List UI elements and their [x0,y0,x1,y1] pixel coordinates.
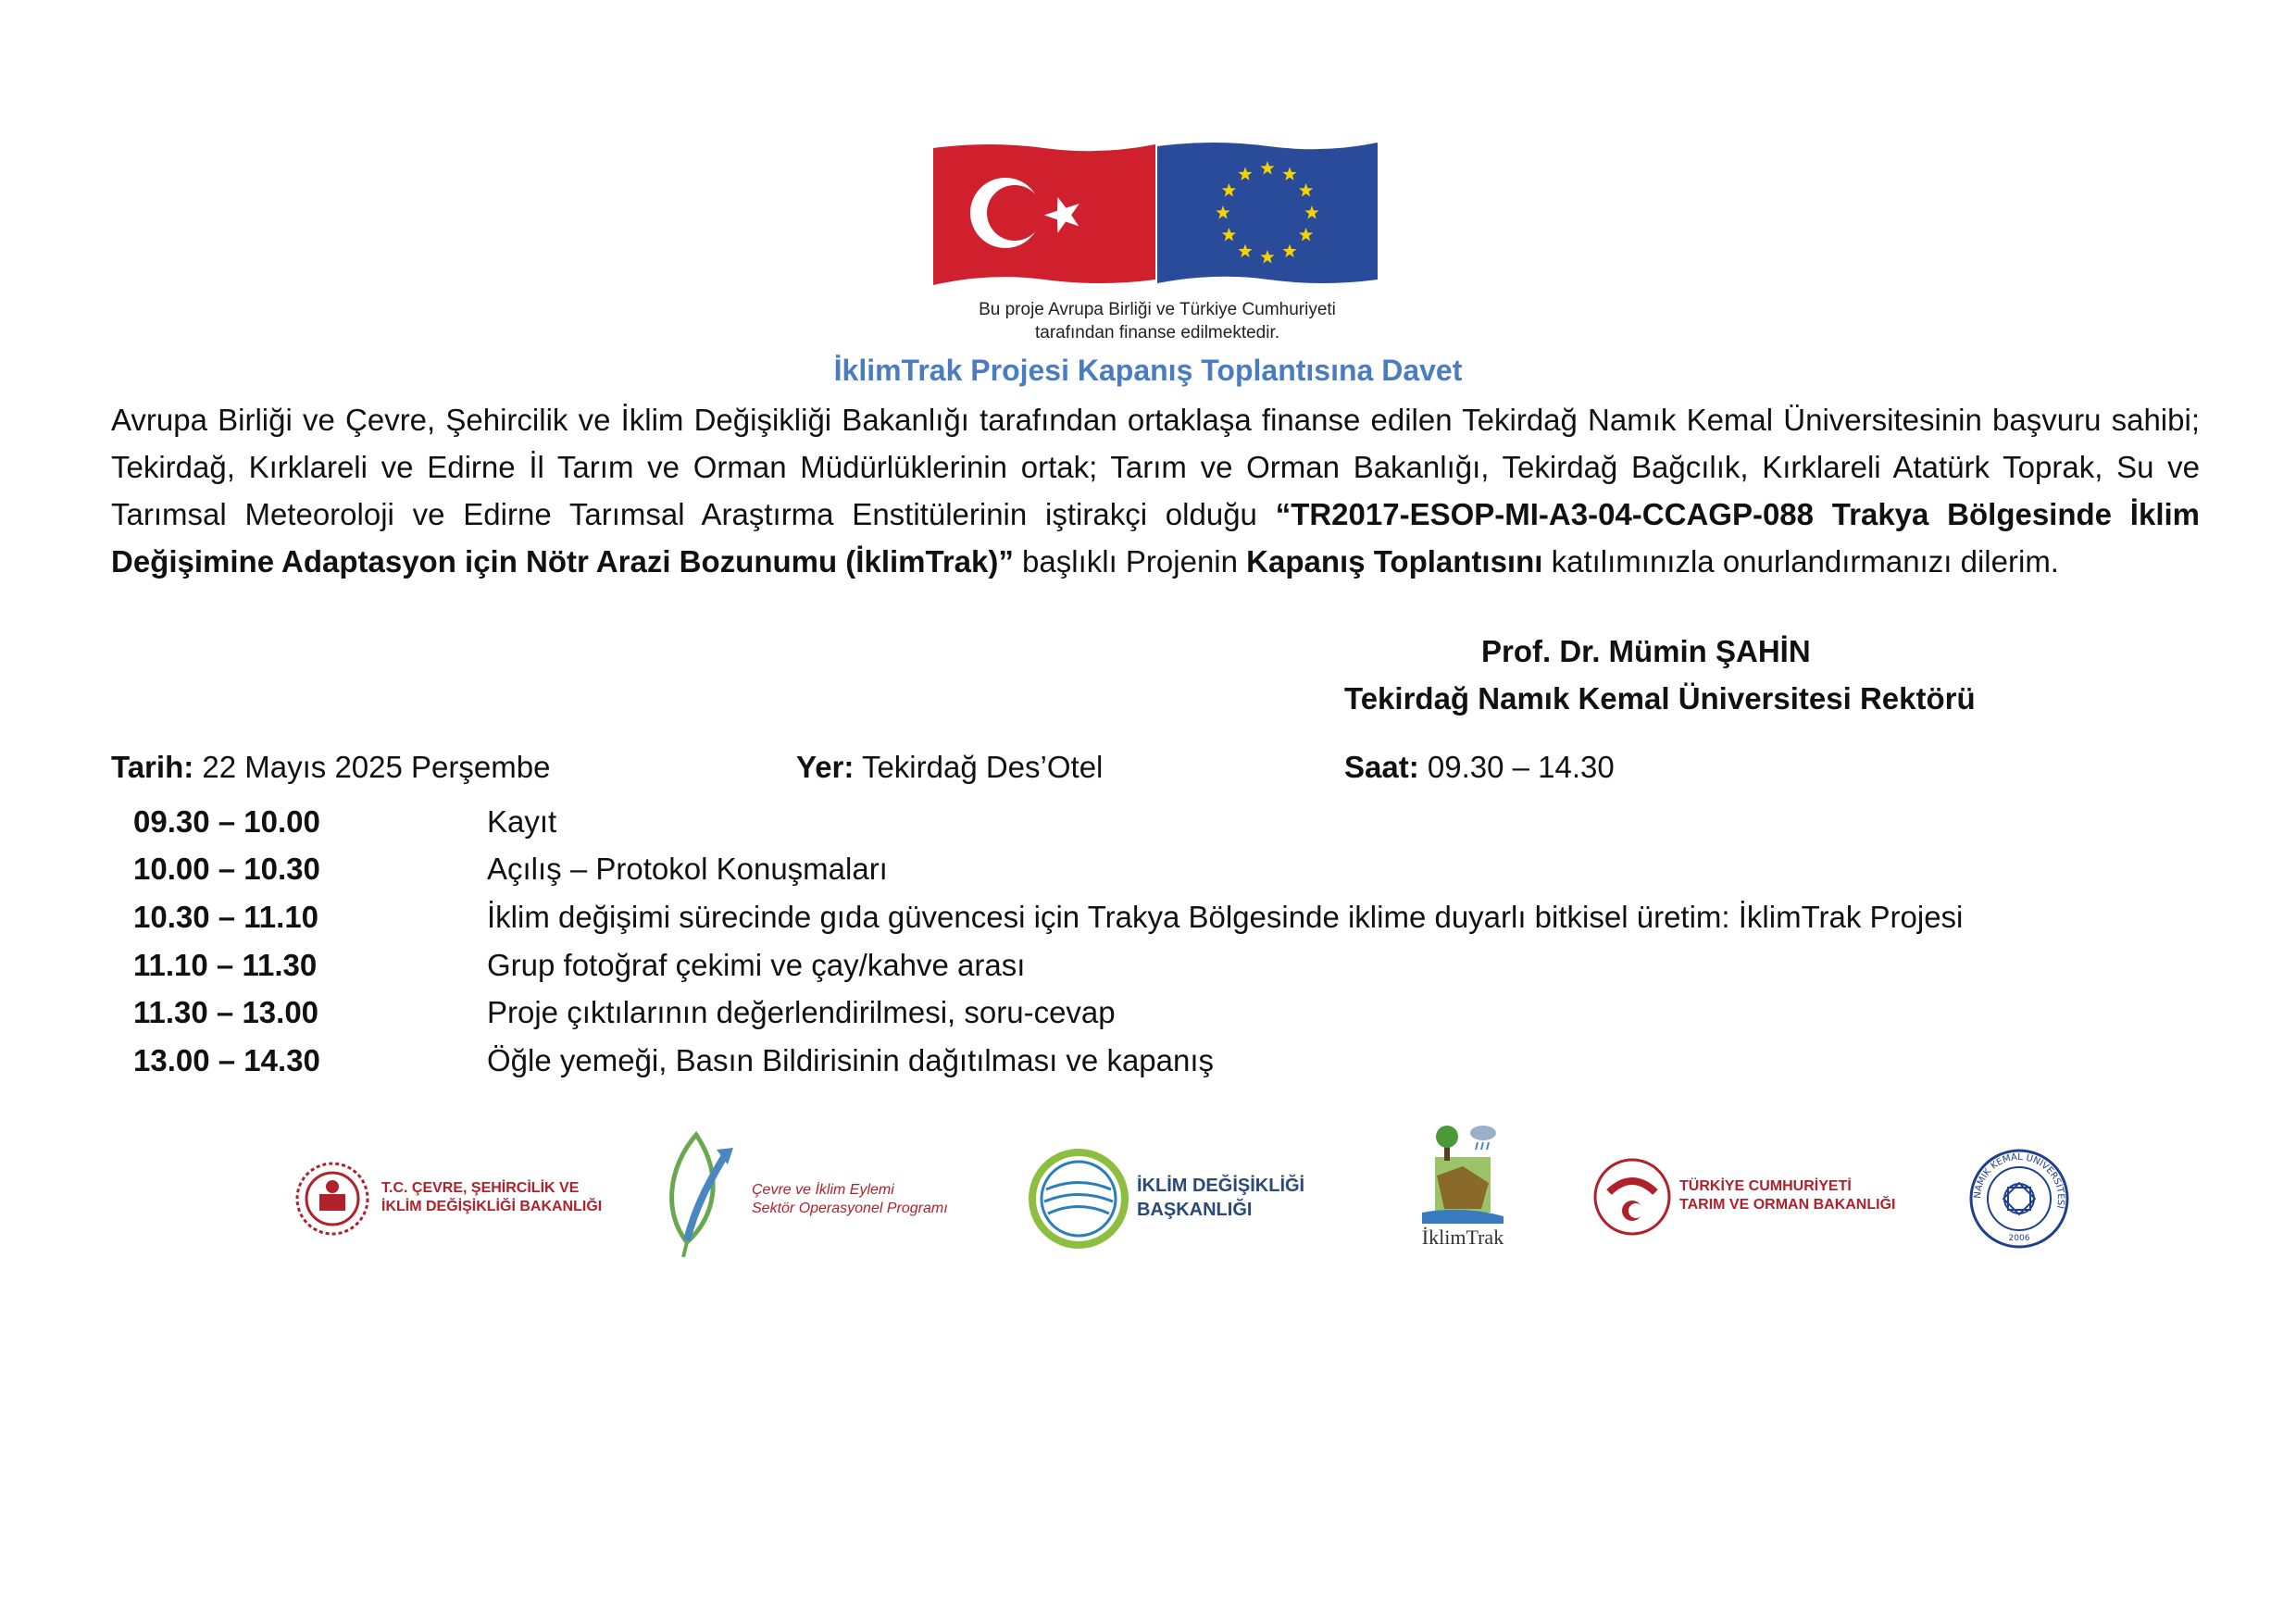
event-date [111,750,550,785]
schedule-desc: Proje çıktılarının değerlendirilmesi, soru-cevap [487,995,1116,1030]
signature-title: Tekirdağ Namık Kemal Üniversitesi Rektörü [1344,681,1976,716]
csb-logo [294,1157,603,1240]
flags-logo [933,141,1378,285]
schedule-desc: Öğle yemeği, Basın Bildirisinin dağıtılması ve kapanış [487,1042,1215,1077]
time-value: 09.30 – 14.30 [1418,750,1615,784]
nku-logo [1968,1148,2070,1250]
idb-line-2: BAŞKANLIĞI [1137,1200,1253,1220]
event-time [1344,750,1615,785]
body-part-1: Avrupa Birliği ve Çevre, Şehircilik ve İklim Değişikliği Bakanlığı tarafından ortaklaşa finanse edilen Tekirdağ Namık Kemal Üniversitesinin başvuru sahibi; Tekirdağ, Kırklareli ve Edirne İl Tarım ve Orman Müdürlüklerinin ortak; Tarım ve Orman Bakanlığı, Tekirdağ Bağcılık, Kırklareli Atatürk Toprak, Su ve Tarımsal Meteoroloji ve Edirne Tarımsal Araştırma Enstitülerinin iştirakçi olduğu [111,403,2200,531]
schedule-row [133,846,1963,894]
schedule-row [133,1037,1963,1085]
schedule-time: 09.30 – 10.00 [133,803,320,839]
page-title: İklimTrak Projesi Kapanış Toplantısına Davet [833,354,1463,387]
schedule-desc: Açılış – Protokol Konuşmaları [487,852,888,887]
schedule-time: 11.30 – 13.00 [133,995,319,1030]
place-label: Yer: [796,750,855,784]
time-label: Saat: [1344,750,1419,784]
idb-line-1: İKLİM DEĞİŞİKLİĞİ [1137,1176,1305,1196]
iklimtrak-label: İklimTrak [1421,1226,1504,1249]
schedule-time: 10.00 – 10.30 [133,852,320,887]
funding-note [880,298,1435,344]
globe-icon [1028,1148,1129,1250]
tob-logo [1592,1157,1898,1240]
schedule-time: 10.30 – 11.10 [133,899,319,934]
date-value: 22 Mayıs 2025 Perşembe [193,750,551,784]
turkey-flag-icon [933,141,1155,285]
schedule-row [133,941,1963,989]
schedule-row [133,989,1963,1037]
schedule-time: 13.00 – 14.30 [133,1042,320,1077]
csb-line-1: T.C. ÇEVRE, ŞEHİRCİLİK VE [381,1180,580,1196]
tob-line-2: TARIM VE ORMAN BAKANLIĞI [1679,1197,1896,1213]
schedule-row [133,893,1963,941]
csb-emblem-icon [294,1161,370,1237]
csb-line-2: İKLİM DEĞİŞİKLİĞİ BAKANLIĞI [381,1199,603,1214]
iklimtrak-logo [1407,1120,1518,1259]
funding-line-2: tarafından finanse edilmektedir. [1034,323,1280,342]
map-tree-icon [1416,1120,1509,1224]
event-place [796,750,1103,785]
schedule-row [133,798,1963,846]
partner-logos [0,1111,2296,1259]
schedule-list [133,798,1963,1085]
signature-name: Prof. Dr. Mümin ŞAHİN [1481,634,1811,668]
schedule-desc: İklim değişimi sürecinde gıda güvencesi için Trakya Bölgesinde iklime duyarlı bitkisel üretim: İklimTrak Projesi [487,899,1964,934]
idb-logo [1028,1148,1333,1250]
nku-year: 2006 [2008,1234,2030,1243]
schedule-desc: Grup fotoğraf çekimi ve çay/kahve arası [487,947,1026,982]
invitation-paragraph [111,396,2200,585]
schedule-desc: Kayıt [487,803,557,839]
eu-flag-icon [1157,141,1378,285]
meeting-name: Kapanış Toplantısını [1246,544,1543,579]
tob-line-1: TÜRKİYE CUMHURİYETİ [1679,1178,1852,1194]
date-label: Tarih: [111,750,194,784]
nku-ring-text: NAMIK KEMAL ÜNİVERSİTESİ [1972,1151,2066,1210]
place-value: Tekirdağ Des’Otel [854,750,1104,784]
project-name: “TR2017-ESOP-MI-A3-04-CCAGP-088 Trakya Bölgesinde İklim Değişimine Adaptasyon için Nötr Arazi Bozunumu (İklimTrak)” [111,497,2200,579]
body-part-3: katılımınızla onurlandırmanızı dilerim. [1542,544,2059,579]
leaf-icon [659,1129,742,1259]
body-part-2: başlıklı Projenin [1013,544,1247,579]
ciesop-line-1: Çevre ve İklim Eylemi [752,1182,894,1198]
schedule-time: 11.10 – 11.30 [133,947,318,982]
ciesop-line-2: Sektör Operasyonel Programı [752,1201,948,1216]
funding-line-1: Bu proje Avrupa Birliği ve Türkiye Cumhuriyeti [979,300,1336,319]
ciesop-logo [659,1129,965,1259]
tob-emblem-icon [1592,1157,1672,1237]
nku-seal-icon [1968,1148,2070,1250]
